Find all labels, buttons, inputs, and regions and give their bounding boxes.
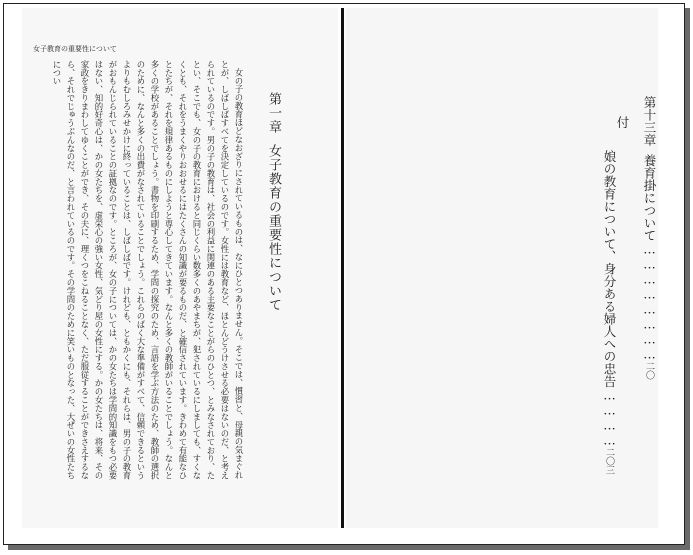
chapter-number: 第一章 (266, 92, 281, 134)
running-head: 女子教育の重要性について (33, 45, 117, 53)
toc-title: 養育掛について (642, 154, 657, 242)
chapter-title: 女子教育の重要性について (266, 144, 281, 312)
toc-title: 娘の教育について、身分ある婦人への忠告 (602, 150, 617, 388)
toc-page-number: 二〇 (644, 361, 654, 380)
toc-entry-title (600, 150, 618, 475)
toc-page-number: 二〇三 (604, 447, 614, 475)
body-text (36, 60, 246, 480)
book-gutter (341, 8, 344, 528)
toc-label: 付 (615, 116, 630, 129)
chapter-heading (264, 92, 283, 312)
toc-entry (613, 116, 631, 129)
paragraph: 女の子の教育ほどなおざりにされているものは、なにひとつありません。そこでは、慣習と、母親の気まぐれとが、しばしばすべてを決定しているのです。女性には教育など、ほとんどうけさせる必要はないのだ、と考えられているのです。男の子の教育は、社会の利益に関連のある主要なことがらのひとつ、とみなされており、たとい、そこでも、女の子の教育におけると同じくらい数多くのあやまちが、犯されているにしましても、すくなくとも、それをうまくやりおおせるにはたくさんの知識が要るものだ、と確信されています。きわめて有能なひとたちが、それを規律あるものにしようと専心してきています。なんと多くの教師がいることでしょう。なんと多くの学校があることでしょう。書物を印刷するため、学問の探究のため、言語を学ぶ方法のため、教師の選択のために、なんと多くの出費がなされていることでしょう。これらのばく大な準備がすべて、信頼できるというよりもむしろみせかけに終っていることは、しばしばです。けれども、ともかくにも、それらは、男の子の教育がおもんじられていることの証拠なのです。ところが、女の子については、かの女たちは学問的知識をもつ必要はない、知的好奇心は、かの女たちを、虚栄心の強い女性、気どり屋の女性にする。かの女たちは、将来、その家政をきりまわしてゆくことができ、その夫に、理くつをこねることなく、ただ服従することができさえするなら、それでじゅうぶんなのだ、と言われているのです。その学問のために笑いものとなった、大ぜいの女性たちについ (52, 60, 244, 480)
toc-label: 第十三章 (642, 96, 657, 146)
toc-entry (640, 96, 658, 380)
toc-leader: ………… (602, 387, 617, 448)
toc-leader: …………………… (642, 241, 657, 362)
